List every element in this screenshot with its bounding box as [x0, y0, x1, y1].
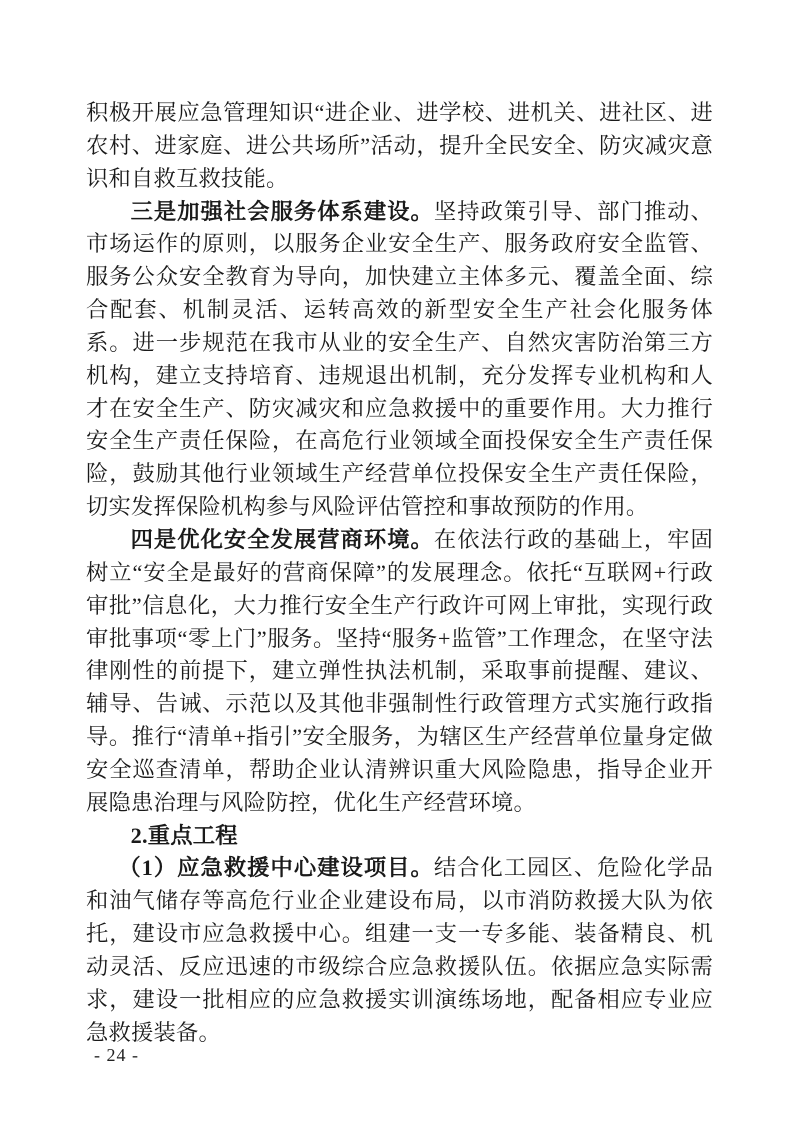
text-run: 结合化工园区、危险化学品和油气储存等高危行业企业建设布局，以市消防救援大队为依托，建设市应急救援中心。组建一支一专多能、装备精良、机动灵活、反应迅速的市级综合应急救援队伍。依据应急实际需求，建设一批相应的应急救援实训演练场地，配备相应专业应急救援装备。	[86, 855, 713, 1045]
run-in-heading: 2.重点工程	[130, 822, 238, 848]
paragraph	[86, 820, 713, 853]
run-in-heading: 四是优化安全发展营商环境。	[130, 526, 434, 552]
paragraph	[86, 524, 713, 820]
text-run: 在依法行政的基础上，牢固树立“安全是最好的营商保障”的发展理念。依托“互联网+行政审批”信息化，大力推行安全生产行政许可网上审批，实现行政审批事项“零上门”服务。坚持“服务+监管”工作理念，在坚守法律刚性的前提下，建立弹性执法机制，采取事前提醒、建议、辅导、告诫、示范以及其他非强制性行政管理方式实施行政指导。推行“清单+指引”安全服务，为辖区生产经营单位量身定做安全巡查清单，帮助企业认清辨识重大风险隐患，指导企业开展隐患治理与风险防控，优化生产经营环境。	[86, 526, 713, 815]
document-body	[86, 97, 713, 1049]
paragraph	[86, 97, 713, 196]
paragraph	[86, 196, 713, 524]
text-run: 积极开展应急管理知识“进企业、进学校、进机关、进社区、进农村、进家庭、进公共场所”活动，提升全民安全、防灾减灾意识和自救互救技能。	[86, 100, 713, 191]
text-run: 坚持政策引导、部门推动、市场运作的原则，以服务企业安全生产、服务政府安全监管、服务公众安全教育为导向，加快建立主体多元、覆盖全面、综合配套、机制灵活、运转高效的新型安全生产社会化服务体系。进一步规范在我市从业的安全生产、自然灾害防治第三方机构，建立支持培育、违规退出机制，充分发挥专业机构和人才在安全生产、防灾减灾和应急救援中的重要作用。大力推行安全生产责任保险，在高危行业领域全面投保安全生产责任保险，鼓励其他行业领域生产经营单位投保安全生产责任保险，切实发挥保险机构参与风险评估管控和事故预防的作用。	[86, 198, 713, 520]
run-in-heading: （1）应急救援中心建设项目。	[118, 855, 434, 881]
run-in-heading: 三是加强社会服务体系建设。	[130, 198, 434, 224]
page-number: - 24 -	[94, 1045, 139, 1065]
paragraph	[86, 852, 713, 1049]
